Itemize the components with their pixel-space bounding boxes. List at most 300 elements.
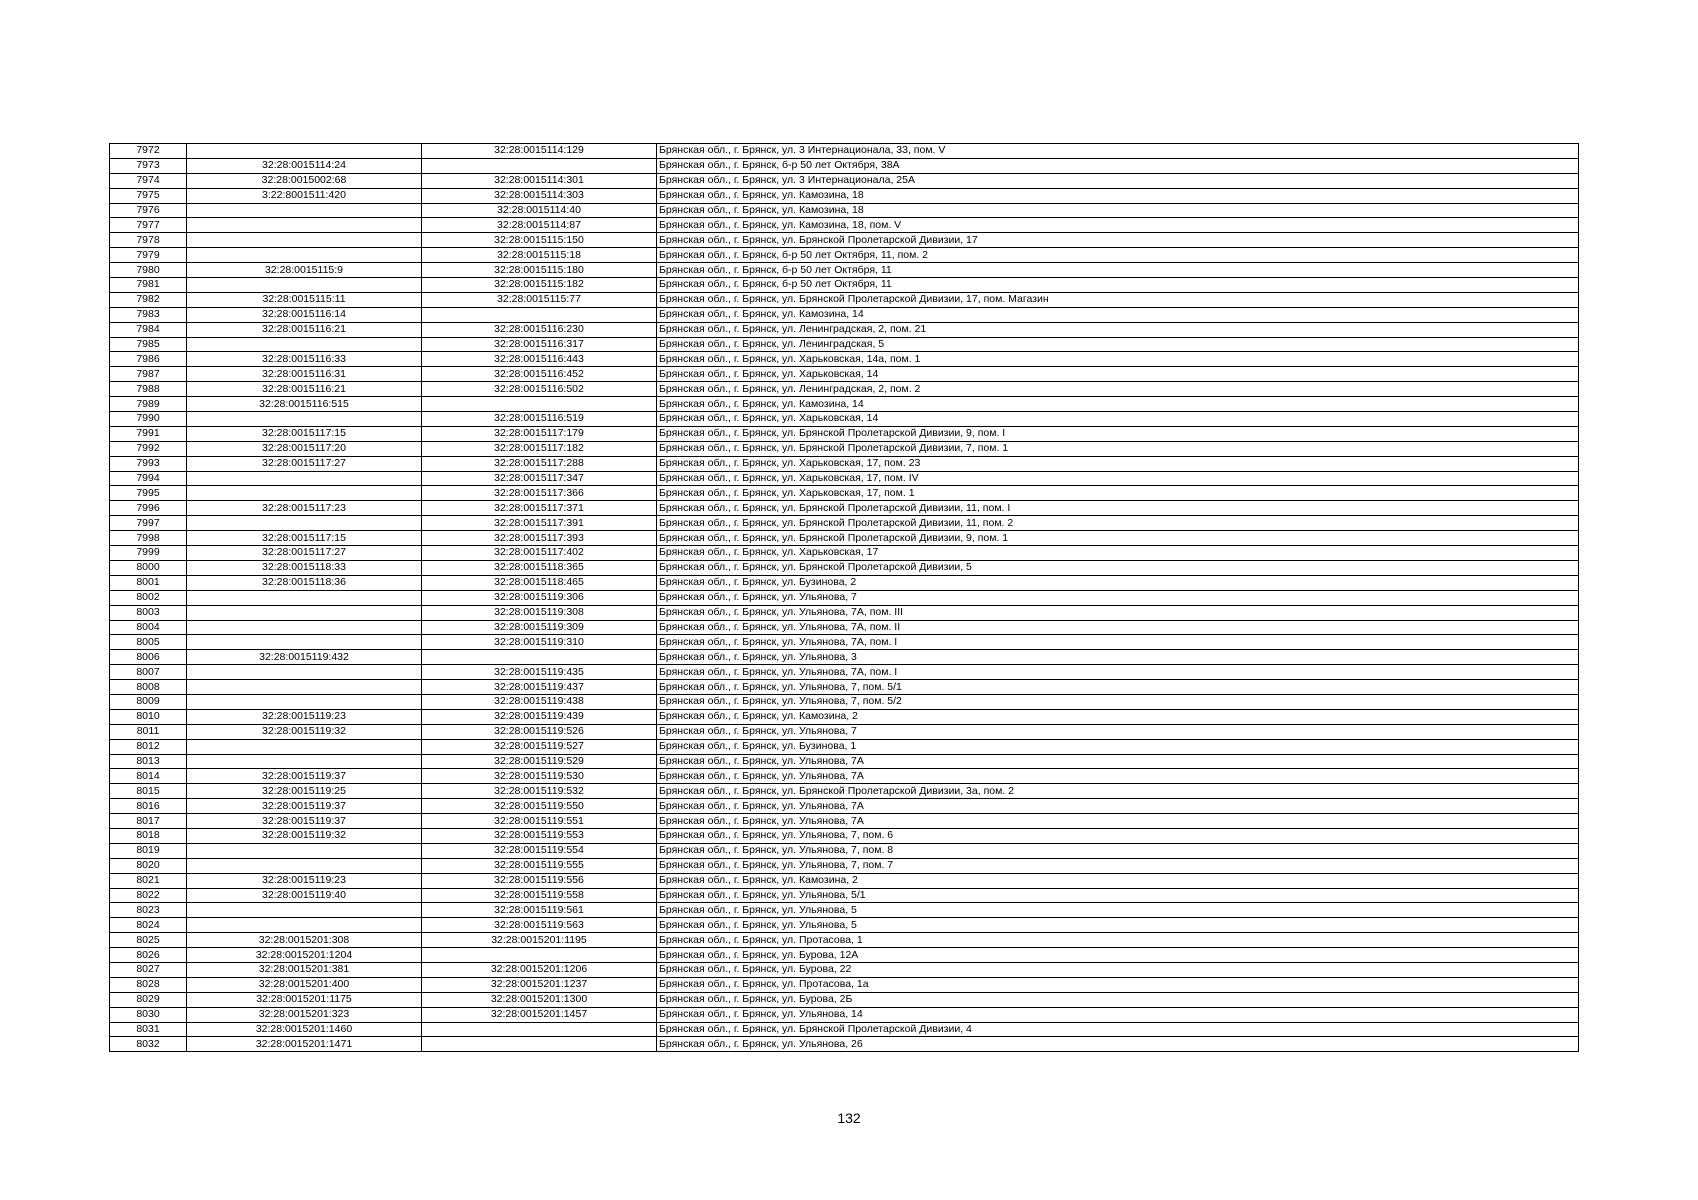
- table-row: [110, 962, 1579, 977]
- table-row: [110, 1007, 1579, 1022]
- cadastral-number-cell: 32:28:0015119:37: [187, 799, 422, 814]
- object-cadastral-number-cell: 32:28:0015115:182: [422, 278, 657, 293]
- row-number-cell: 7991: [110, 426, 187, 441]
- address-cell: Брянская обл., г. Брянск, ул. Ульянова, 7, пом. 7: [657, 858, 1579, 873]
- address-cell: Брянская обл., г. Брянск, ул. Ульянова, 7, пом. 6: [657, 828, 1579, 843]
- object-cadastral-number-cell: 32:28:0015119:563: [422, 918, 657, 933]
- cadastral-number-cell: [187, 590, 422, 605]
- table-row: [110, 799, 1579, 814]
- object-cadastral-number-cell: 32:28:0015115:180: [422, 263, 657, 278]
- cadastral-number-cell: 32:28:0015002:68: [187, 173, 422, 188]
- row-number-cell: 8007: [110, 665, 187, 680]
- address-cell: Брянская обл., г. Брянск, ул. Харьковская, 17, пом. 23: [657, 456, 1579, 471]
- address-cell: Брянская обл., г. Брянск, б-р 50 лет Октября, 11, пом. 2: [657, 248, 1579, 263]
- cadastral-number-cell: 32:28:0015116:515: [187, 397, 422, 412]
- cadastral-number-cell: [187, 412, 422, 427]
- table-row: [110, 501, 1579, 516]
- object-cadastral-number-cell: 32:28:0015201:1237: [422, 977, 657, 992]
- row-number-cell: 8014: [110, 769, 187, 784]
- cadastral-number-cell: 32:28:0015117:20: [187, 441, 422, 456]
- cadastral-number-cell: 32:28:0015119:37: [187, 814, 422, 829]
- address-cell: Брянская обл., г. Брянск, ул. Ульянова, 5/1: [657, 888, 1579, 903]
- object-cadastral-number-cell: 32:28:0015119:308: [422, 605, 657, 620]
- row-number-cell: 8019: [110, 843, 187, 858]
- object-cadastral-number-cell: 32:28:0015115:150: [422, 233, 657, 248]
- address-cell: Брянская обл., г. Брянск, ул. Ульянова, 26: [657, 1037, 1579, 1052]
- row-number-cell: 8025: [110, 933, 187, 948]
- table-row: [110, 263, 1579, 278]
- table-row: [110, 397, 1579, 412]
- address-cell: Брянская обл., г. Брянск, ул. Протасова, 1: [657, 933, 1579, 948]
- row-number-cell: 7983: [110, 307, 187, 322]
- address-cell: Брянская обл., г. Брянск, ул. Камозина, 2: [657, 709, 1579, 724]
- table-row: [110, 888, 1579, 903]
- registry-table: [109, 143, 1579, 1052]
- object-cadastral-number-cell: 32:28:0015119:438: [422, 694, 657, 709]
- address-cell: Брянская обл., г. Брянск, ул. Ленинградская, 2, пом. 2: [657, 382, 1579, 397]
- table-row: [110, 694, 1579, 709]
- object-cadastral-number-cell: [422, 307, 657, 322]
- object-cadastral-number-cell: 32:28:0015117:179: [422, 426, 657, 441]
- table-row: [110, 903, 1579, 918]
- address-cell: Брянская обл., г. Брянск, ул. 3 Интернационала, 33, пом. V: [657, 144, 1579, 159]
- cadastral-number-cell: [187, 903, 422, 918]
- address-cell: Брянская обл., г. Брянск, ул. Ульянова, 14: [657, 1007, 1579, 1022]
- address-cell: Брянская обл., г. Брянск, ул. Брянской Пролетарской Дивизии, 9, пом. 1: [657, 531, 1579, 546]
- address-cell: Брянская обл., г. Брянск, ул. Брянской Пролетарской Дивизии, 7, пом. 1: [657, 441, 1579, 456]
- cadastral-number-cell: 32:28:0015118:36: [187, 575, 422, 590]
- table-row: [110, 977, 1579, 992]
- object-cadastral-number-cell: 32:28:0015116:502: [422, 382, 657, 397]
- table-row: [110, 769, 1579, 784]
- address-cell: Брянская обл., г. Брянск, ул. Ульянова, 7А: [657, 769, 1579, 784]
- cadastral-number-cell: 32:28:0015115:11: [187, 292, 422, 307]
- cadastral-number-cell: 3:22:8001511:420: [187, 188, 422, 203]
- cadastral-number-cell: [187, 605, 422, 620]
- address-cell: Брянская обл., г. Брянск, ул. Бурова, 22: [657, 962, 1579, 977]
- address-cell: Брянская обл., г. Брянск, ул. Брянской Пролетарской Дивизии, 11, пом. I: [657, 501, 1579, 516]
- row-number-cell: 8013: [110, 754, 187, 769]
- table-row: [110, 948, 1579, 963]
- table-row: [110, 337, 1579, 352]
- address-cell: Брянская обл., г. Брянск, ул. Ульянова, 7А: [657, 799, 1579, 814]
- object-cadastral-number-cell: 32:28:0015117:402: [422, 546, 657, 561]
- object-cadastral-number-cell: 32:28:0015119:532: [422, 784, 657, 799]
- cadastral-number-cell: 32:28:0015117:27: [187, 456, 422, 471]
- cadastral-number-cell: [187, 218, 422, 233]
- table-row: [110, 590, 1579, 605]
- cadastral-number-cell: [187, 144, 422, 159]
- row-number-cell: 7972: [110, 144, 187, 159]
- row-number-cell: 8027: [110, 962, 187, 977]
- address-cell: Брянская обл., г. Брянск, ул. Ульянова, 3: [657, 650, 1579, 665]
- cadastral-number-cell: 32:28:0015201:1175: [187, 992, 422, 1007]
- object-cadastral-number-cell: 32:28:0015118:465: [422, 575, 657, 590]
- table-row: [110, 307, 1579, 322]
- address-cell: Брянская обл., г. Брянск, ул. Ульянова, 7, пом. 5/1: [657, 680, 1579, 695]
- object-cadastral-number-cell: 32:28:0015115:77: [422, 292, 657, 307]
- row-number-cell: 7975: [110, 188, 187, 203]
- object-cadastral-number-cell: 32:28:0015119:439: [422, 709, 657, 724]
- object-cadastral-number-cell: 32:28:0015118:365: [422, 560, 657, 575]
- row-number-cell: 7997: [110, 516, 187, 531]
- address-cell: Брянская обл., г. Брянск, ул. Камозина, 18, пом. V: [657, 218, 1579, 233]
- table-row: [110, 828, 1579, 843]
- table-row: [110, 605, 1579, 620]
- row-number-cell: 7987: [110, 367, 187, 382]
- cadastral-number-cell: [187, 635, 422, 650]
- object-cadastral-number-cell: 32:28:0015117:347: [422, 471, 657, 486]
- address-cell: Брянская обл., г. Брянск, ул. Харьковская, 17, пом. 1: [657, 486, 1579, 501]
- object-cadastral-number-cell: 32:28:0015201:1457: [422, 1007, 657, 1022]
- cadastral-number-cell: 32:28:0015119:32: [187, 724, 422, 739]
- table-row: [110, 382, 1579, 397]
- object-cadastral-number-cell: 32:28:0015117:393: [422, 531, 657, 546]
- address-cell: Брянская обл., г. Брянск, ул. Камозина, 2: [657, 873, 1579, 888]
- row-number-cell: 8021: [110, 873, 187, 888]
- row-number-cell: 7974: [110, 173, 187, 188]
- table-row: [110, 426, 1579, 441]
- table-row: [110, 784, 1579, 799]
- row-number-cell: 8006: [110, 650, 187, 665]
- cadastral-number-cell: [187, 665, 422, 680]
- cadastral-number-cell: 32:28:0015116:21: [187, 322, 422, 337]
- address-cell: Брянская обл., г. Брянск, ул. Харьковская, 14: [657, 367, 1579, 382]
- cadastral-number-cell: [187, 680, 422, 695]
- object-cadastral-number-cell: 32:28:0015119:554: [422, 843, 657, 858]
- row-number-cell: 8000: [110, 560, 187, 575]
- address-cell: Брянская обл., г. Брянск, ул. Ленинградская, 2, пом. 21: [657, 322, 1579, 337]
- object-cadastral-number-cell: 32:28:0015201:1195: [422, 933, 657, 948]
- object-cadastral-number-cell: [422, 1022, 657, 1037]
- cadastral-number-cell: [187, 516, 422, 531]
- address-cell: Брянская обл., г. Брянск, ул. Ульянова, 7А, пом. III: [657, 605, 1579, 620]
- table-row: [110, 665, 1579, 680]
- cadastral-number-cell: [187, 233, 422, 248]
- row-number-cell: 8026: [110, 948, 187, 963]
- object-cadastral-number-cell: [422, 397, 657, 412]
- table-row: [110, 367, 1579, 382]
- cadastral-number-cell: 32:28:0015201:1471: [187, 1037, 422, 1052]
- table-row: [110, 546, 1579, 561]
- object-cadastral-number-cell: 32:28:0015116:519: [422, 412, 657, 427]
- row-number-cell: 7988: [110, 382, 187, 397]
- address-cell: Брянская обл., г. Брянск, ул. Протасова, 1а: [657, 977, 1579, 992]
- address-cell: Брянская обл., г. Брянск, ул. Ульянова, 7: [657, 590, 1579, 605]
- cadastral-number-cell: 32:28:0015119:23: [187, 873, 422, 888]
- cadastral-number-cell: [187, 739, 422, 754]
- row-number-cell: 8029: [110, 992, 187, 1007]
- address-cell: Брянская обл., г. Брянск, ул. Камозина, 14: [657, 397, 1579, 412]
- object-cadastral-number-cell: 32:28:0015119:526: [422, 724, 657, 739]
- row-number-cell: 7973: [110, 158, 187, 173]
- row-number-cell: 8003: [110, 605, 187, 620]
- address-cell: Брянская обл., г. Брянск, ул. Харьковская, 14: [657, 412, 1579, 427]
- row-number-cell: 7989: [110, 397, 187, 412]
- cadastral-number-cell: 32:28:0015119:23: [187, 709, 422, 724]
- object-cadastral-number-cell: 32:28:0015119:551: [422, 814, 657, 829]
- address-cell: Брянская обл., г. Брянск, ул. Брянской Пролетарской Дивизии, 5: [657, 560, 1579, 575]
- row-number-cell: 8009: [110, 694, 187, 709]
- address-cell: Брянская обл., г. Брянск, б-р 50 лет Октября, 11: [657, 263, 1579, 278]
- table-row: [110, 724, 1579, 739]
- row-number-cell: 7978: [110, 233, 187, 248]
- object-cadastral-number-cell: 32:28:0015119:553: [422, 828, 657, 843]
- cadastral-number-cell: 32:28:0015116:21: [187, 382, 422, 397]
- row-number-cell: 8012: [110, 739, 187, 754]
- cadastral-number-cell: [187, 754, 422, 769]
- cadastral-number-cell: 32:28:0015116:33: [187, 352, 422, 367]
- row-number-cell: 8031: [110, 1022, 187, 1037]
- object-cadastral-number-cell: 32:28:0015201:1300: [422, 992, 657, 1007]
- object-cadastral-number-cell: 32:28:0015119:556: [422, 873, 657, 888]
- page-number: 132: [837, 1110, 861, 1126]
- table-row: [110, 739, 1579, 754]
- cadastral-number-cell: 32:28:0015119:432: [187, 650, 422, 665]
- cadastral-number-cell: 32:28:0015201:1460: [187, 1022, 422, 1037]
- object-cadastral-number-cell: 32:28:0015114:301: [422, 173, 657, 188]
- row-number-cell: 7986: [110, 352, 187, 367]
- row-number-cell: 8028: [110, 977, 187, 992]
- row-number-cell: 8011: [110, 724, 187, 739]
- row-number-cell: 7992: [110, 441, 187, 456]
- address-cell: Брянская обл., г. Брянск, ул. Ульянова, 5: [657, 918, 1579, 933]
- cadastral-number-cell: 32:28:0015115:9: [187, 263, 422, 278]
- cadastral-number-cell: 32:28:0015114:24: [187, 158, 422, 173]
- address-cell: Брянская обл., г. Брянск, ул. Ульянова, 7А, пом. II: [657, 620, 1579, 635]
- row-number-cell: 7977: [110, 218, 187, 233]
- table-row: [110, 754, 1579, 769]
- object-cadastral-number-cell: 32:28:0015114:129: [422, 144, 657, 159]
- table-row: [110, 218, 1579, 233]
- cadastral-number-cell: [187, 248, 422, 263]
- row-number-cell: 8002: [110, 590, 187, 605]
- table-row: [110, 144, 1579, 159]
- row-number-cell: 7985: [110, 337, 187, 352]
- row-number-cell: 8005: [110, 635, 187, 650]
- object-cadastral-number-cell: 32:28:0015119:435: [422, 665, 657, 680]
- cadastral-number-cell: 32:28:0015201:308: [187, 933, 422, 948]
- row-number-cell: 7998: [110, 531, 187, 546]
- address-cell: Брянская обл., г. Брянск, ул. Брянской Пролетарской Дивизии, 17, пом. Магазин: [657, 292, 1579, 307]
- row-number-cell: 8030: [110, 1007, 187, 1022]
- table-row: [110, 560, 1579, 575]
- cadastral-number-cell: 32:28:0015201:381: [187, 962, 422, 977]
- cadastral-number-cell: 32:28:0015116:14: [187, 307, 422, 322]
- object-cadastral-number-cell: [422, 1037, 657, 1052]
- object-cadastral-number-cell: 32:28:0015119:561: [422, 903, 657, 918]
- row-number-cell: 8022: [110, 888, 187, 903]
- table-row: [110, 933, 1579, 948]
- row-number-cell: 8023: [110, 903, 187, 918]
- object-cadastral-number-cell: 32:28:0015114:303: [422, 188, 657, 203]
- table-row: [110, 278, 1579, 293]
- address-cell: Брянская обл., г. Брянск, ул. Ульянова, 7, пом. 5/2: [657, 694, 1579, 709]
- table-row: [110, 203, 1579, 218]
- row-number-cell: 8020: [110, 858, 187, 873]
- table-row: [110, 188, 1579, 203]
- cadastral-number-cell: 32:28:0015201:323: [187, 1007, 422, 1022]
- address-cell: Брянская обл., г. Брянск, ул. Ульянова, 7, пом. 8: [657, 843, 1579, 858]
- row-number-cell: 7990: [110, 412, 187, 427]
- cadastral-number-cell: [187, 337, 422, 352]
- object-cadastral-number-cell: [422, 650, 657, 665]
- address-cell: Брянская обл., г. Брянск, ул. Бузинова, 1: [657, 739, 1579, 754]
- object-cadastral-number-cell: 32:28:0015114:40: [422, 203, 657, 218]
- address-cell: Брянская обл., г. Брянск, ул. Камозина, 18: [657, 203, 1579, 218]
- cadastral-number-cell: [187, 843, 422, 858]
- cadastral-number-cell: 32:28:0015117:27: [187, 546, 422, 561]
- row-number-cell: 8018: [110, 828, 187, 843]
- row-number-cell: 8010: [110, 709, 187, 724]
- table-row: [110, 471, 1579, 486]
- address-cell: Брянская обл., г. Брянск, ул. Ульянова, 7А: [657, 814, 1579, 829]
- cadastral-number-cell: 32:28:0015117:23: [187, 501, 422, 516]
- table-row: [110, 635, 1579, 650]
- object-cadastral-number-cell: 32:28:0015117:371: [422, 501, 657, 516]
- address-cell: Брянская обл., г. Брянск, ул. Ульянова, 7А, пом. I: [657, 635, 1579, 650]
- cadastral-number-cell: 32:28:0015119:40: [187, 888, 422, 903]
- address-cell: Брянская обл., г. Брянск, ул. Ульянова, 7А, пом. I: [657, 665, 1579, 680]
- object-cadastral-number-cell: 32:28:0015116:452: [422, 367, 657, 382]
- table-row: [110, 456, 1579, 471]
- row-number-cell: 8024: [110, 918, 187, 933]
- address-cell: Брянская обл., г. Брянск, ул. Ульянова, 7А: [657, 754, 1579, 769]
- address-cell: Брянская обл., г. Брянск, ул. Брянской Пролетарской Дивизии, 3а, пом. 2: [657, 784, 1579, 799]
- object-cadastral-number-cell: [422, 948, 657, 963]
- address-cell: Брянская обл., г. Брянск, ул. Бурова, 12А: [657, 948, 1579, 963]
- table-row: [110, 1037, 1579, 1052]
- address-cell: Брянская обл., г. Брянск, ул. Брянской Пролетарской Дивизии, 11, пом. 2: [657, 516, 1579, 531]
- address-cell: Брянская обл., г. Брянск, ул. Ленинградская, 5: [657, 337, 1579, 352]
- row-number-cell: 7996: [110, 501, 187, 516]
- row-number-cell: 8015: [110, 784, 187, 799]
- table-row: [110, 620, 1579, 635]
- cadastral-number-cell: [187, 858, 422, 873]
- address-cell: Брянская обл., г. Брянск, ул. Бузинова, 2: [657, 575, 1579, 590]
- row-number-cell: 7999: [110, 546, 187, 561]
- cadastral-number-cell: 32:28:0015118:33: [187, 560, 422, 575]
- row-number-cell: 7981: [110, 278, 187, 293]
- table-row: [110, 412, 1579, 427]
- cadastral-number-cell: [187, 486, 422, 501]
- object-cadastral-number-cell: 32:28:0015115:18: [422, 248, 657, 263]
- cadastral-number-cell: 32:28:0015119:37: [187, 769, 422, 784]
- cadastral-number-cell: [187, 620, 422, 635]
- row-number-cell: 8032: [110, 1037, 187, 1052]
- table-row: [110, 352, 1579, 367]
- cadastral-number-cell: 32:28:0015201:1204: [187, 948, 422, 963]
- object-cadastral-number-cell: 32:28:0015119:437: [422, 680, 657, 695]
- table-row: [110, 1022, 1579, 1037]
- object-cadastral-number-cell: 32:28:0015119:529: [422, 754, 657, 769]
- object-cadastral-number-cell: 32:28:0015119:550: [422, 799, 657, 814]
- address-cell: Брянская обл., г. Брянск, ул. Харьковская, 14а, пом. 1: [657, 352, 1579, 367]
- object-cadastral-number-cell: 32:28:0015116:230: [422, 322, 657, 337]
- table-row: [110, 992, 1579, 1007]
- address-cell: Брянская обл., г. Брянск, ул. Камозина, 14: [657, 307, 1579, 322]
- cadastral-number-cell: 32:28:0015116:31: [187, 367, 422, 382]
- cadastral-number-cell: 32:28:0015119:25: [187, 784, 422, 799]
- cadastral-number-cell: 32:28:0015117:15: [187, 426, 422, 441]
- cadastral-number-cell: [187, 278, 422, 293]
- table-row: [110, 709, 1579, 724]
- table-row: [110, 158, 1579, 173]
- row-number-cell: 7976: [110, 203, 187, 218]
- table-row: [110, 650, 1579, 665]
- object-cadastral-number-cell: 32:28:0015117:288: [422, 456, 657, 471]
- cadastral-number-cell: 32:28:0015201:400: [187, 977, 422, 992]
- object-cadastral-number-cell: 32:28:0015114:87: [422, 218, 657, 233]
- registry-table-body: [110, 144, 1579, 1052]
- row-number-cell: 8016: [110, 799, 187, 814]
- object-cadastral-number-cell: 32:28:0015119:555: [422, 858, 657, 873]
- address-cell: Брянская обл., г. Брянск, ул. Ульянова, 5: [657, 903, 1579, 918]
- table-row: [110, 843, 1579, 858]
- table-row: [110, 322, 1579, 337]
- object-cadastral-number-cell: 32:28:0015119:530: [422, 769, 657, 784]
- row-number-cell: 7995: [110, 486, 187, 501]
- table-row: [110, 441, 1579, 456]
- row-number-cell: 7993: [110, 456, 187, 471]
- object-cadastral-number-cell: 32:28:0015117:391: [422, 516, 657, 531]
- object-cadastral-number-cell: [422, 158, 657, 173]
- address-cell: Брянская обл., г. Брянск, ул. Камозина, 18: [657, 188, 1579, 203]
- table-row: [110, 873, 1579, 888]
- table-row: [110, 680, 1579, 695]
- address-cell: Брянская обл., г. Брянск, ул. Харьковская, 17: [657, 546, 1579, 561]
- address-cell: Брянская обл., г. Брянск, ул. 3 Интернационала, 25А: [657, 173, 1579, 188]
- cadastral-number-cell: [187, 694, 422, 709]
- cadastral-number-cell: 32:28:0015119:32: [187, 828, 422, 843]
- address-cell: Брянская обл., г. Брянск, ул. Брянской Пролетарской Дивизии, 4: [657, 1022, 1579, 1037]
- object-cadastral-number-cell: 32:28:0015116:443: [422, 352, 657, 367]
- cadastral-number-cell: 32:28:0015117:15: [187, 531, 422, 546]
- row-number-cell: 8001: [110, 575, 187, 590]
- address-cell: Брянская обл., г. Брянск, б-р 50 лет Октября, 11: [657, 278, 1579, 293]
- row-number-cell: 8008: [110, 680, 187, 695]
- cadastral-number-cell: [187, 918, 422, 933]
- cadastral-number-cell: [187, 203, 422, 218]
- object-cadastral-number-cell: 32:28:0015119:527: [422, 739, 657, 754]
- object-cadastral-number-cell: 32:28:0015117:366: [422, 486, 657, 501]
- table-row: [110, 173, 1579, 188]
- object-cadastral-number-cell: 32:28:0015116:317: [422, 337, 657, 352]
- address-cell: Брянская обл., г. Брянск, б-р 50 лет Октября, 38А: [657, 158, 1579, 173]
- object-cadastral-number-cell: 32:28:0015119:306: [422, 590, 657, 605]
- address-cell: Брянская обл., г. Брянск, ул. Брянской Пролетарской Дивизии, 17: [657, 233, 1579, 248]
- address-cell: Брянская обл., г. Брянск, ул. Бурова, 2Б: [657, 992, 1579, 1007]
- object-cadastral-number-cell: 32:28:0015201:1206: [422, 962, 657, 977]
- table-row: [110, 814, 1579, 829]
- row-number-cell: 8004: [110, 620, 187, 635]
- table-row: [110, 233, 1579, 248]
- cadastral-number-cell: [187, 471, 422, 486]
- row-number-cell: 7994: [110, 471, 187, 486]
- row-number-cell: 7982: [110, 292, 187, 307]
- table-row: [110, 292, 1579, 307]
- table-row: [110, 858, 1579, 873]
- table-row: [110, 531, 1579, 546]
- address-cell: Брянская обл., г. Брянск, ул. Брянской Пролетарской Дивизии, 9, пом. I: [657, 426, 1579, 441]
- object-cadastral-number-cell: 32:28:0015119:558: [422, 888, 657, 903]
- table-row: [110, 918, 1579, 933]
- table-row: [110, 248, 1579, 263]
- table-row: [110, 575, 1579, 590]
- row-number-cell: 8017: [110, 814, 187, 829]
- address-cell: Брянская обл., г. Брянск, ул. Ульянова, 7: [657, 724, 1579, 739]
- table-row: [110, 486, 1579, 501]
